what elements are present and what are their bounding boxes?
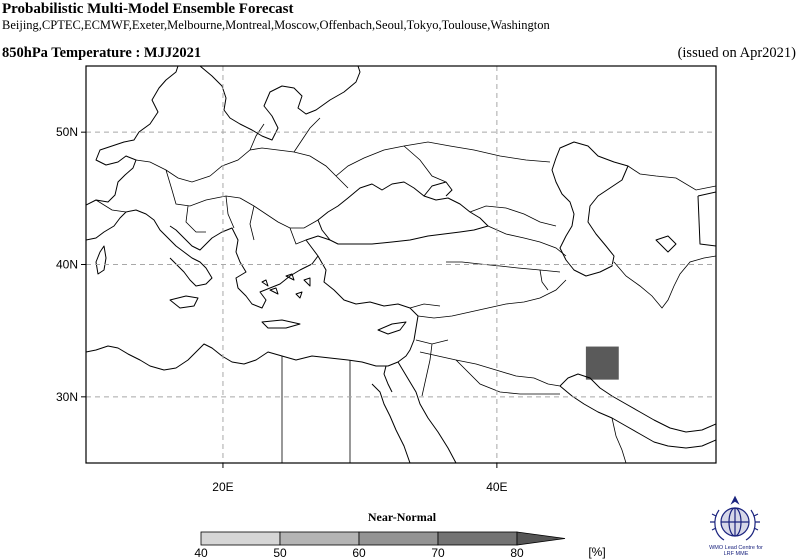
tick-label-lon: 40E bbox=[486, 480, 508, 494]
colorbar-extend-arrow bbox=[517, 532, 565, 545]
tick-label-lat: 30N bbox=[55, 389, 78, 404]
country-borders bbox=[96, 118, 716, 463]
colorbar-title: Near-Normal bbox=[367, 510, 437, 524]
colorbar-tick-label: 80 bbox=[510, 546, 524, 560]
graticule bbox=[86, 66, 716, 463]
colorbar-tick-label: 50 bbox=[273, 546, 287, 560]
colorbar-unit: [%] bbox=[588, 545, 606, 559]
probability-cells bbox=[586, 347, 619, 380]
colorbar-swatch bbox=[359, 532, 438, 545]
logo-caption-line2: LRF MME bbox=[723, 551, 749, 557]
colorbar-tick-label: 60 bbox=[352, 546, 366, 560]
logo-caption-line1: WMO Lead Centre for bbox=[709, 545, 763, 551]
colorbar-swatch bbox=[201, 532, 280, 545]
main-title: Probabilistic Multi-Model Ensemble Forecast bbox=[2, 1, 294, 17]
tick-label-lat: 50N bbox=[55, 125, 78, 140]
map-title: 850hPa Temperature : MJJ2021 bbox=[2, 45, 202, 61]
probability-cell-0 bbox=[586, 347, 619, 380]
colorbar-swatch bbox=[280, 532, 359, 545]
models-list: Beijing,CPTEC,ECMWF,Exeter,Melbourne,Montreal,Moscow,Offenbach,Seoul,Tokyo,Toulouse,Washington bbox=[2, 18, 550, 32]
colorbar-tick-label: 70 bbox=[431, 546, 445, 560]
colorbar-tick-label: 40 bbox=[194, 546, 208, 560]
colorbar-swatch bbox=[438, 532, 517, 545]
tick-label-lat: 40N bbox=[55, 257, 78, 272]
logo-caption bbox=[700, 545, 772, 557]
tick-label-lon: 20E bbox=[212, 480, 234, 494]
issued-date: (issued on Apr2021) bbox=[677, 45, 796, 61]
colorbar bbox=[194, 510, 605, 560]
